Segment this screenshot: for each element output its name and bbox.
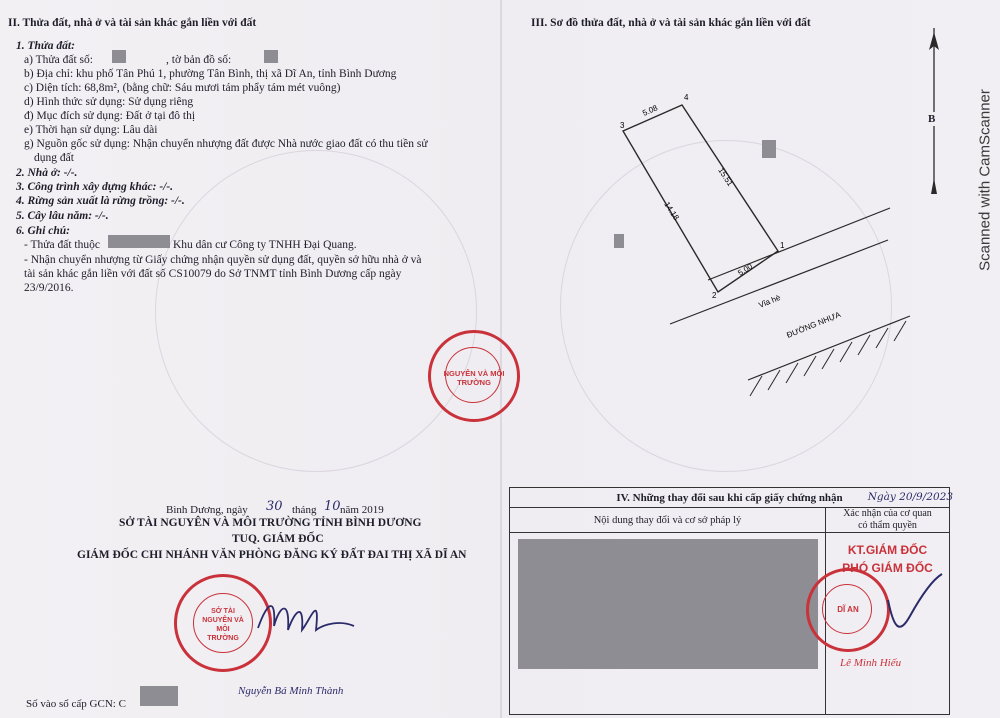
sidewalk-edge-2 <box>708 208 890 280</box>
issue-date-prefix: Bình Dương, ngày <box>166 504 248 516</box>
changes-table-title-cell <box>510 488 953 508</box>
content-cell <box>510 533 826 715</box>
forest-heading: 4. Rừng sản xuất là rừng trồng: -/-. <box>16 195 185 207</box>
right-seal-text: DĨ AN <box>837 605 859 614</box>
content-column-header: Nội dung thay đổi và cơ sở pháp lý <box>510 508 826 533</box>
dim-3-4: 5.08 <box>641 103 660 118</box>
section-ii-title: II. Thửa đất, nhà ở và tài sản khác gắn liền với đất <box>8 17 257 29</box>
house-heading: 2. Nhà ở: -/-. <box>16 167 78 179</box>
scanner-watermark <box>972 30 998 330</box>
left-seal-text: SỞ TÀI NGUYÊN VÀ MÔI TRƯỜNG <box>202 608 244 642</box>
authority-header-line-1: Xác nhận của cơ quan <box>843 508 932 519</box>
deputy-name: Lê Minh Hiếu <box>840 657 902 669</box>
notes-heading: 6. Ghi chú: <box>16 225 70 237</box>
authority-column-header <box>826 508 950 533</box>
issue-day: 30 <box>266 499 283 514</box>
road-hatching <box>750 321 906 396</box>
dim-4-1: 15.51 <box>716 166 735 188</box>
point-1: 1 <box>780 241 785 250</box>
redacted-diagram-1 <box>762 140 776 158</box>
redacted-map-sheet <box>264 50 278 63</box>
point-2: 2 <box>712 291 717 300</box>
deputy-director: PHÓ GIÁM ĐỐC <box>842 561 933 575</box>
redacted-gcn-number <box>140 686 178 706</box>
construction-heading: 3. Công trình xây dựng khác: -/-. <box>16 181 174 193</box>
dim-3-2: 14.18 <box>662 200 681 222</box>
dim-2-1: 5.00 <box>736 261 755 278</box>
sidewalk-edge-1 <box>670 240 888 324</box>
map-sheet-label: , tờ bản đồ số: <box>166 54 232 66</box>
redacted-diagram-2 <box>614 234 624 248</box>
note-2-line-1: - Nhận chuyển nhượng từ Giấy chứng nhận quyền sử dụng đất, quyền sở hữu nhà ở và <box>24 254 422 266</box>
address: b) Địa chỉ: khu phố Tân Phú 1, phường Tân Bình, thị xã Dĩ An, tỉnh Bình Dương <box>24 68 397 80</box>
north-label: B <box>928 113 936 125</box>
gcn-entry-label: Số vào sổ cấp GCN: C <box>26 698 126 710</box>
center-seal <box>428 330 520 422</box>
usage-origin-cont: dụng đất <box>34 152 74 164</box>
redacted-plot-number <box>112 50 126 63</box>
note-1-suffix: Khu dân cư Công ty TNHH Đại Quang. <box>173 239 357 251</box>
issue-month: 10 <box>324 499 341 514</box>
plot-number-label: a) Thửa đất số: <box>24 54 93 66</box>
usage-term: e) Thời hạn sử dụng: Lâu dài <box>24 124 158 136</box>
plot-diagram <box>600 80 920 500</box>
deputy-signature <box>880 570 950 640</box>
trees-heading: 5. Cây lâu năm: -/-. <box>16 210 109 222</box>
note-1-prefix: - Thửa đất thuộc <box>24 239 100 251</box>
point-4: 4 <box>684 93 689 102</box>
kt-director: KT.GIÁM ĐỐC <box>847 543 928 557</box>
changes-date: Ngày 20/9/2023 <box>867 491 953 503</box>
authority-header-line-2: có thẩm quyền <box>858 520 917 531</box>
point-3: 3 <box>620 121 625 130</box>
issue-month-label: tháng <box>292 504 317 516</box>
org-line-2: TUQ. GIÁM ĐỐC <box>232 533 324 545</box>
note-2-line-3: 23/9/2016. <box>24 282 74 294</box>
scanner-watermark-text: Scanned with CamScanner <box>976 89 994 271</box>
area: c) Diện tích: 68,8m², (bằng chữ: Sáu mươi tám phẩy tám mét vuông) <box>24 82 341 94</box>
director-signature <box>250 590 360 650</box>
redacted-change-content <box>518 539 818 669</box>
land-heading: 1. Thửa đất: <box>16 40 75 52</box>
right-seal <box>806 568 890 652</box>
signer-name: Nguyễn Bá Minh Thành <box>238 685 344 697</box>
road-edge <box>748 316 910 380</box>
changes-title: IV. Những thay đổi sau khi cấp giấy chứng nhận <box>616 491 843 504</box>
sidewalk-label: Vỉa hè <box>757 293 782 310</box>
org-line-3: GIÁM ĐỐC CHI NHÁNH VĂN PHÒNG ĐĂNG KÝ ĐẤT ĐAI THỊ XÃ DĨ AN <box>77 549 467 561</box>
road-label: ĐƯỜNG NHỰA <box>785 309 842 340</box>
usage-purpose: đ) Mục đích sử dụng: Đất ở tại đô thị <box>24 110 196 122</box>
org-line-1: SỞ TÀI NGUYÊN VÀ MÔI TRƯỜNG TỈNH BÌNH DƯƠNG <box>119 517 422 529</box>
plot-boundary <box>623 105 778 292</box>
watermark-left <box>155 150 477 472</box>
note-2-line-2: tài sản khác gắn liền với đất số CS10079 do Sở TNMT tỉnh Bình Dương cấp ngày <box>24 268 402 280</box>
usage-origin: g) Nguồn gốc sử dụng: Nhận chuyển nhượng đất được Nhà nước giao đất có thu tiền sử <box>24 138 428 150</box>
section-iii-title: III. Sơ đồ thửa đất, nhà ở và tài sản khác gắn liền với đất <box>531 17 811 29</box>
issue-year: năm 2019 <box>340 504 384 516</box>
center-seal-text: NGUYÊN VÀ MÔI TRƯỜNG <box>443 369 505 387</box>
redacted-note <box>108 235 170 248</box>
usage-form: d) Hình thức sử dụng: Sử dụng riêng <box>24 96 194 108</box>
